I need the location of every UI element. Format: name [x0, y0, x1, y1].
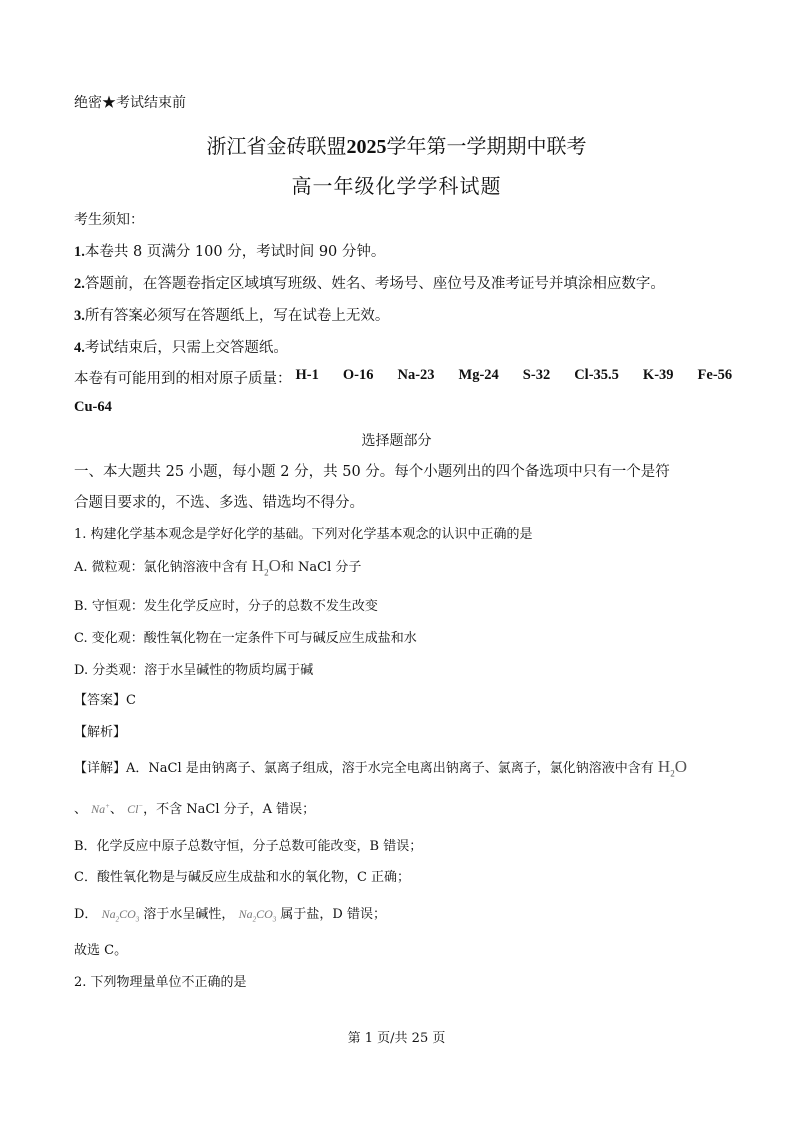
atomic-mass: Na-23: [397, 367, 435, 383]
water-formula: $H_2O$: [251, 556, 281, 578]
notice-item-text: 本卷共 8 页满分 100 分，考试时间 90 分钟。: [84, 244, 386, 260]
chloride-ion-formula: Cl−: [127, 802, 144, 816]
detail-a-text: A．NaCl 是由钠离子、氯离子组成，溶于水完全电离出钠离子、氯离子，氯化钠溶液中含有: [126, 761, 654, 776]
notice-item: [74, 304, 389, 325]
sodium-carbonate-formula: $Na_2CO_3$: [238, 907, 277, 924]
exam-subtitle: 高一年级化学学科试题: [291, 174, 502, 198]
option-a-text: A. 微粒观：氯化钠溶液中含有: [74, 560, 248, 575]
atomic-mass: Mg-24: [458, 367, 499, 383]
atomic-masses-label: 本卷有可能用到的相对原子质量：: [74, 371, 292, 387]
option-d: D. 分类观：溶于水呈碱性的物质均属于碱: [74, 663, 314, 678]
answer-tag: 【答案】: [74, 693, 127, 708]
title-prefix: 浙江省金砖联盟: [206, 134, 347, 158]
detail-c: C．酸性氧化物是与碱反应生成盐和水的氧化物，C 正确；: [74, 870, 411, 885]
section-title: 选择题部分: [361, 433, 432, 449]
sodium-carbonate-formula: $Na_2CO_3$: [101, 907, 140, 924]
atomic-mass: O-16: [342, 367, 374, 383]
page-number: 第 1 页/共 25 页: [347, 1031, 446, 1046]
notice-item: [74, 336, 288, 357]
secret-mark: 绝密★考试结束前: [74, 95, 186, 111]
notice-item-text: 考试结束后，只需上交答题纸。: [84, 340, 288, 356]
notice-item-num: 3.: [74, 308, 85, 324]
atomic-mass: Cl-35.5: [574, 367, 619, 383]
atomic-masses: [74, 367, 733, 388]
detail-b: B．化学反应中原子总数守恒，分子总数可能改变，B 错误；: [74, 839, 423, 854]
analysis-tag: 【解析】: [74, 725, 127, 740]
atomic-mass-cu: Cu-64: [74, 399, 112, 415]
notice-item-text: 答题前，在答题卷指定区域填写班级、姓名、考场号、座位号及准考证号并填涂相应数字。: [84, 276, 665, 292]
question-stem: 1. 构建化学基本观念是学好化学的基础。下列对化学基本观念的认识中正确的是: [74, 527, 533, 542]
notice-item: [74, 240, 385, 261]
atomic-mass: H-1: [295, 367, 319, 383]
answer-line: [74, 689, 136, 708]
detail-a: [74, 757, 687, 778]
title-suffix: 学年第一学期期中联考: [386, 134, 587, 158]
title-year: 2025: [346, 136, 387, 158]
option-a-text: 和 NaCl 分子: [280, 560, 362, 575]
detail-text: 溶于水呈碱性，: [143, 907, 235, 922]
detail-text: 、: [74, 802, 88, 817]
detail-text: 属于盐，D 错误；: [280, 907, 386, 922]
notice-item-num: 1.: [74, 244, 85, 260]
notice-heading: 考生须知：: [74, 212, 144, 228]
section-intro: 一、本大题共 25 小题，每小题 2 分，共 50 分。每个小题列出的四个备选项中只有一个是符: [74, 464, 670, 480]
detail-text: ，不含 NaCl 分子，A 错误；: [143, 802, 316, 817]
water-formula: $H_2O$: [657, 757, 687, 779]
option-a: [74, 556, 361, 577]
notice-item-text: 所有答案必须写在答题纸上，写在试卷上无效。: [84, 308, 390, 324]
notice-item-num: 2.: [74, 276, 85, 292]
notice-item-num: 4.: [74, 340, 85, 356]
notice-item: [74, 272, 665, 293]
question-stem: 2. 下列物理量单位不正确的是: [74, 975, 247, 990]
answer-value: C: [126, 693, 136, 708]
option-c: C. 变化观：酸性氧化物在一定条件下可与碱反应生成盐和水: [74, 631, 417, 646]
detail-tag: 【详解】: [74, 761, 127, 776]
detail-d: [74, 903, 386, 923]
section-intro: 合题目要求的，不选、多选、错选均不得分。: [74, 495, 364, 511]
atomic-mass: K-39: [642, 367, 674, 383]
atomic-mass: S-32: [522, 367, 551, 383]
detail-text: D．: [74, 907, 98, 922]
exam-title: [0, 130, 793, 159]
atomic-mass: Fe-56: [697, 367, 733, 383]
detail-text: 、: [109, 802, 123, 817]
conclusion: 故选 C。: [74, 943, 128, 958]
option-b: B. 守恒观：发生化学反应时，分子的总数不发生改变: [74, 599, 378, 614]
detail-a-cont: [74, 798, 315, 817]
sodium-ion-formula: Na+: [91, 802, 110, 816]
